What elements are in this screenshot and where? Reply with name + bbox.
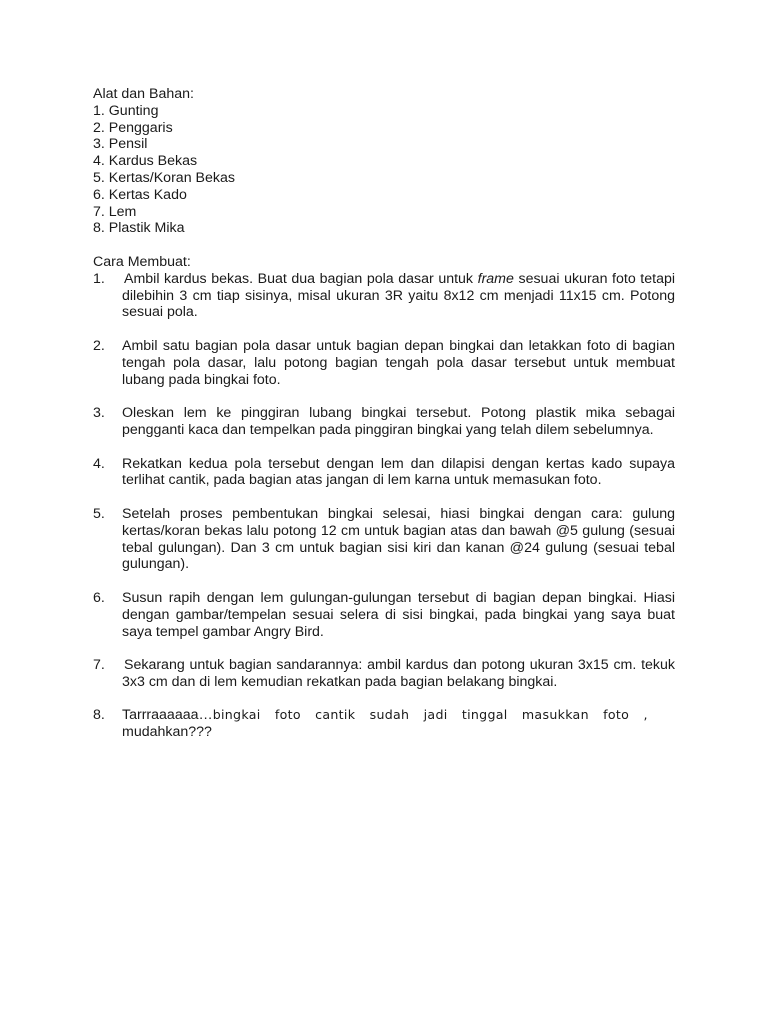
tools-list-item: 2. Penggaris bbox=[93, 119, 173, 136]
step-item bbox=[93, 338, 675, 388]
step-text-part: bingkai foto cantik sudah jadi tinggal masukkan foto , bbox=[212, 707, 648, 723]
step-number: 1. bbox=[93, 270, 105, 287]
step-item bbox=[93, 657, 675, 691]
step-number: 6. bbox=[93, 589, 105, 606]
step-text: Oleskan lem ke pinggiran lubang bingkai tersebut. Potong plastik mika sebagai pengganti kaca dan tempelkan pada pinggiran bingkai yang telah dilem sebelumnya. bbox=[122, 405, 675, 438]
step-text: Rekatkan kedua pola tersebut dengan lem dan dilapisi dengan kertas kado supaya terlihat cantik, pada bagian atas jangan di lem karna untuk memasukan foto. bbox=[122, 455, 675, 489]
step-number: 7. bbox=[93, 657, 105, 674]
step-number: 4. bbox=[93, 455, 105, 472]
tools-list-item: 1. Gunting bbox=[93, 102, 159, 119]
step-item bbox=[93, 405, 675, 439]
step-text: Susun rapih dengan lem gulungan-gulungan tersebut di bagian depan bingkai. Hiasi dengan gambar/tempelan sesuai selera di sisi bingkai, pada bingkai yang saya buat saya tempel gambar Angry Bird. bbox=[122, 589, 675, 640]
step-emphasis: frame bbox=[477, 270, 514, 287]
step-text-part: sesuai ukuran foto tetapi dilebihin 3 cm tiap sisinya, misal ukuran 3R yaitu 8x12 cm menjadi 11x15 cm. Potong sesuai pola. bbox=[122, 270, 675, 321]
step-text: Setelah proses pembentukan bingkai selesai, hiasi bingkai dengan cara: gulung kertas/koran bekas lalu potong 12 cm untuk bagian atas dan bawah @5 gulung (sesuai tebal gulungan). Dan 3 cm untuk bagian sisi kiri dan kanan @24 gulung (sesuai tebal gulungan). bbox=[122, 505, 675, 573]
tools-list bbox=[93, 103, 675, 237]
steps-heading: Cara Membuat: bbox=[93, 253, 191, 270]
tools-list-item: 3. Pensil bbox=[93, 136, 148, 153]
step-exclamation: Tarrraaaaaa… bbox=[122, 707, 213, 724]
tools-list-item: 4. Kardus Bekas bbox=[93, 153, 198, 170]
step-number: 5. bbox=[93, 505, 105, 522]
step-item bbox=[93, 271, 675, 321]
steps-list bbox=[93, 271, 675, 741]
step-text bbox=[122, 707, 675, 741]
tools-list-item: 6. Kertas Kado bbox=[93, 186, 187, 203]
tools-list-item: 5. Kertas/Koran Bekas bbox=[93, 169, 235, 186]
step-item bbox=[93, 456, 675, 490]
step-number: 2. bbox=[93, 337, 105, 354]
document-body bbox=[93, 86, 675, 758]
tools-heading: Alat dan Bahan: bbox=[93, 86, 194, 102]
step-text: Sekarang untuk bagian sandarannya: ambil kardus dan potong ukuran 3x15 cm. tekuk 3x3 cm dan di lem kemudian rekatkan pada bagian belakang bingkai. bbox=[122, 657, 675, 690]
step-item bbox=[93, 506, 675, 573]
step-number: 3. bbox=[93, 405, 105, 422]
step-item bbox=[93, 590, 675, 640]
step-text bbox=[122, 271, 675, 321]
step-text-part: Ambil kardus bekas. Buat dua bagian pola dasar untuk bbox=[124, 270, 478, 287]
step-text-part: mudahkan??? bbox=[122, 724, 212, 741]
tools-list-item: 8. Plastik Mika bbox=[93, 220, 185, 237]
step-item bbox=[93, 707, 675, 741]
step-text: Ambil satu bagian pola dasar untuk bagian depan bingkai dan letakkan foto di bagian tengah pola dasar, lalu potong bagian tengah pola dasar tersebut untuk membuat lubang pada bingkai foto. bbox=[122, 337, 675, 388]
step-number: 8. bbox=[93, 707, 105, 724]
tools-list-item: 7. Lem bbox=[93, 203, 137, 220]
